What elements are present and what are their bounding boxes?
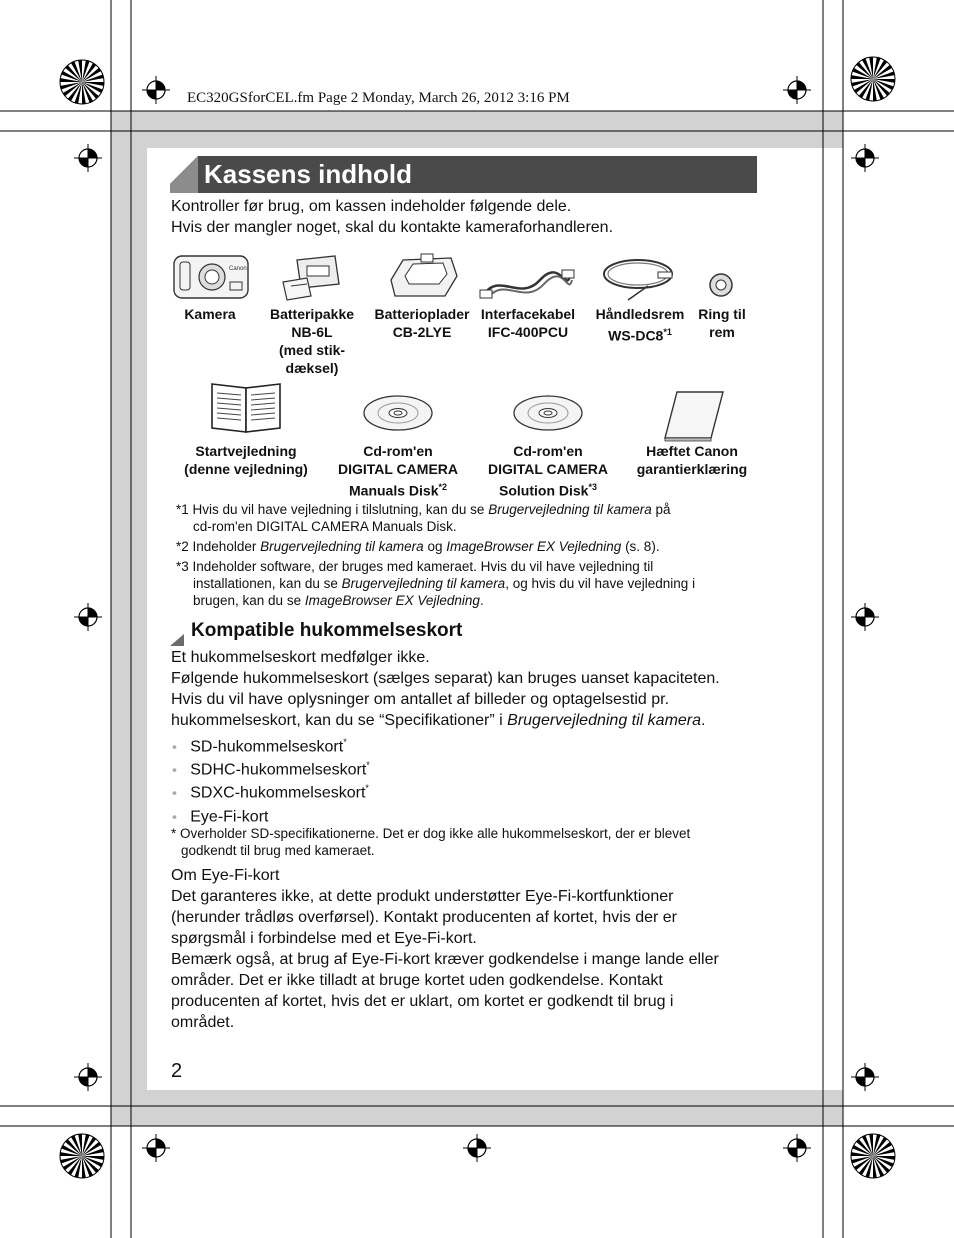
camera-icon [172,252,252,302]
memory-p1: Et hukommelseskort medfølger ikke. [171,649,430,666]
footnote-3-cont-2: brugen, kan du se ImageBrowser EX Vejledning. [193,593,484,608]
item-battery-pack-label: Batteripakke NB-6L (med stik- dæksel) [269,306,355,376]
memory-heading: Kompatible hukommelseskort [191,620,463,641]
item-wrist-strap-label: Håndledsrem WS-DC8$^{*1}$ [595,306,685,344]
item-charger-label: Batterioplader CB-2LYE [374,306,470,340]
crosshair-mark-icon [851,144,879,172]
crosshair-mark-icon [851,1063,879,1091]
crosshair-mark-icon [142,76,170,104]
cd-rom-icon [512,394,584,432]
card-list-item: • Eye-Fi-kort [172,808,269,826]
strap-ring-icon [706,270,738,302]
card-list-item: • SDHC-hukommelseskort* [172,760,370,779]
battery-charger-icon [385,250,465,302]
intro-line-1: Kontroller før brug, om kassen indeholder følgende dele. [171,198,572,215]
footnote-3-cont-1: installationen, kan du se Brugervejledning til kamera, og hvis du vil have vejledning i [193,576,696,591]
crosshair-mark-icon [851,603,879,631]
footnote-1: *1 Hvis du vil have vejledning i tilslutning, kan du se Brugervejledning til kamera på [176,502,671,517]
eyefi-line: (herunder trådløs overførsel). Kontakt producenten af kortet, hvis der er [171,909,678,926]
memory-p3: Hvis du vil have oplysninger om antallet af billeder og optagelsestid pr. [171,691,670,708]
crosshair-mark-icon [74,144,102,172]
memory-p4: hukommelseskort, kan du se “Specifikationer” i Brugervejledning til kamera. [171,712,706,729]
eyefi-line: området. [171,1014,235,1031]
item-solution-disk-label: Cd-rom'en DIGITAL CAMERA Solution Disk$^{*3}$ [487,443,609,499]
memory-p2: Følgende hukommelseskort (sælges separat) kan bruges uanset kapaciteten. [171,670,720,687]
eyefi-title: Om Eye-Fi-kort [171,867,280,884]
svg-text:Canon: Canon [229,266,247,272]
item-manuals-disk-label: Cd-rom'en DIGITAL CAMERA Manuals Disk$^{*2}$ [337,443,459,499]
item-ring-label: Ring til rem [698,306,746,340]
card-list-item: • SDXC-hukommelseskort* [172,783,369,802]
starburst-target-icon [851,1134,895,1178]
crosshair-mark-icon [74,603,102,631]
starburst-target-icon [60,1134,104,1178]
page-number: 2 [171,1060,183,1082]
item-cable-label: Interfacekabel IFC-400PCU [480,306,576,340]
item-startguide-label: Startvejledning (denne vejledning) [184,443,308,477]
subheading-marker [170,634,184,646]
eyefi-line: spørgsmål i forbindelse med et Eye-Fi-kort. [171,930,477,947]
eyefi-line: Bemærk også, at brug af Eye-Fi-kort kræver godkendelse i mange lande eller [171,951,719,968]
crosshair-mark-icon [74,1063,102,1091]
footnote-2: *2 Indeholder Brugervejledning til kamera og ImageBrowser EX Vejledning (s. 8). [176,539,660,554]
crosshair-mark-icon [142,1134,170,1162]
footnote-3: *3 Indeholder software, der bruges med kameraet. Hvis du vil have vejledning til [176,559,654,574]
item-warranty-label: Hæftet Canon garantierklæring [636,443,748,477]
file-header-line: EC320GSforCEL.fm Page 2 Monday, March 26, 2012 3:16 PM [187,90,570,106]
starburst-target-icon [851,57,895,101]
star-note: * Overholder SD-specifikationerne. Det er dog ikke alle hukommelseskort, der er blevet [171,826,691,841]
section-title: Kassens indhold [204,159,413,189]
booklet-icon [663,390,725,442]
battery-pack-icon [277,252,347,302]
title-corner-triangle [170,156,200,193]
item-camera-label: Kamera [184,306,236,322]
eyefi-line: Det garanteres ikke, at dette produkt understøtter Eye-Fi-kortfunktioner [171,888,674,905]
starburst-target-icon [60,60,104,104]
card-list-item: • SD-hukommelseskort* [172,737,347,756]
crosshair-mark-icon [783,1134,811,1162]
eyefi-line: områder. Det er ikke tilladt at bruge kortet uden godkendelse. Kontakt [171,972,663,989]
interface-cable-icon [480,262,575,304]
crosshair-mark-icon [783,76,811,104]
cd-rom-icon [362,394,434,432]
eyefi-line: producenten af kortet, hvis det er uklart, om kortet er godkendt til brug i [171,993,674,1010]
star-note-cont: godkendt til brug med kameraet. [181,843,375,858]
open-book-icon [210,378,282,436]
footnote-1-cont: cd-rom'en DIGITAL CAMERA Manuals Disk. [193,519,457,534]
intro-line-2: Hvis der mangler noget, skal du kontakte kameraforhandleren. [171,219,614,236]
wrist-strap-icon [598,252,688,304]
crosshair-mark-icon [463,1134,491,1162]
